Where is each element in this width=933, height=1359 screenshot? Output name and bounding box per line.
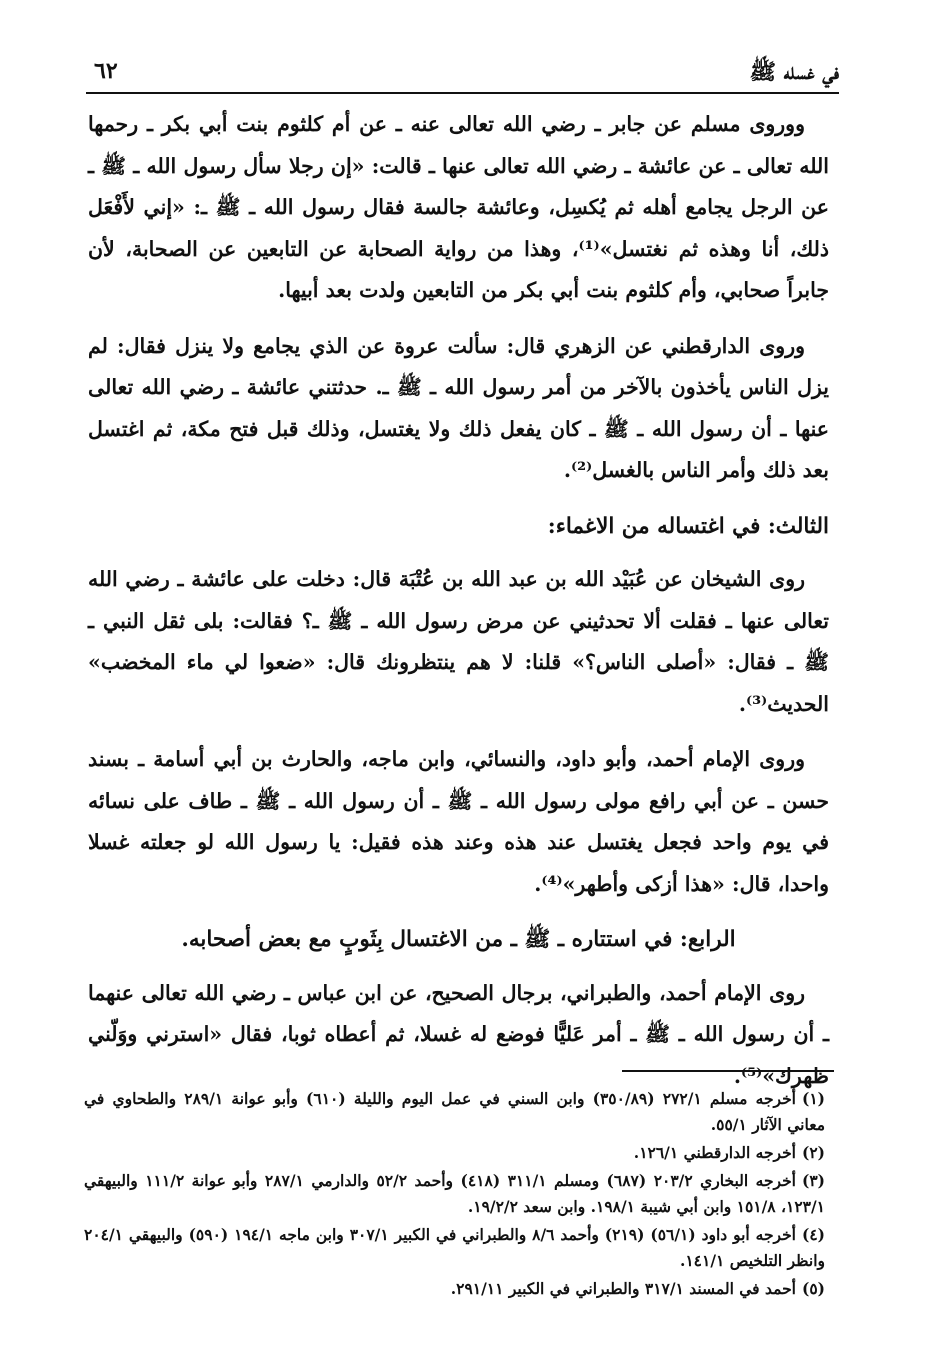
paragraph: ووروى مسلم عن جابر ـ رضي الله تعالى عنه ـ عن أم كلثوم بنت أبي بكر ـ رحمها الله تعالى ـ عن عائشة ـ رضي الله تعالى عنها ـ قالت: «إن رجلا سأل رسول الله ـ ﷺ ـ عن الرجل يجامع أهله ثم يُكسِل، وعائشة جالسة فقال رسول الله ـ ﷺ ـ: «إني لأَفْعَل ذلك، أنا وهذه ثم نغتسل»⁽¹⁾، وهذا من رواية الصحابة عن التابعين عن الصحابة، لأن جابراً صحابي، وأم كلثوم بنت أبي بكر من التابعين ولدت بعد أبيها. — [88, 112, 830, 302]
paragraph: روى الإمام أحمد، والطبراني، برجال الصحيح، عن ابن عباس ـ رضي الله تعالى عنهما ـ أن رسول الله ـ ﷺ ـ أمر عَليًّا فوضع له غسلا، ثم أعطاه ثوبا، فقال «استرني ووَلّني ظهرك»⁽⁵⁾. — [88, 980, 829, 1088]
section-heading-fourth: الرابع: في استتاره ـ ﷺ ـ من الاغتسال بِثَوبٍ مع بعض أصحابه. — [181, 927, 736, 952]
footnote-item — [84, 1276, 825, 1302]
paragraph: روى الشيخان عن عُبَيْد الله بن عبد الله بن عُتْبَة قال: دخلت على عائشة ـ رضي الله تعالى عنها ـ فقلت ألا تحدثيني عن مرض رسول الله ـ ﷺ ـ؟ فقالت: بلى ثقل النبي ـ ﷺ ـ فقال: «أصلى الناس؟» قلنا: لا هم ينتظرونك قال: «ضعوا لي ماء المخضب» الحديث⁽³⁾. — [88, 567, 829, 716]
footnote-item — [84, 1140, 825, 1166]
footnote-divider — [622, 1070, 834, 1072]
footnote-item — [84, 1086, 825, 1138]
running-header — [86, 52, 839, 94]
main-text — [88, 104, 829, 1111]
paragraph: وروى الإمام أحمد، وأبو داود، والنسائي، وابن ماجه، والحارث بن أبي أسامة ـ بسند حسن ـ عن أبي رافع مولى رسول الله ـ ﷺ ـ أن رسول الله ـ ﷺ ـ طاف على نسائه في يوم واحد فجعل يغتسل عند هذه وعند هذه فقيل: يا رسول الله لو جعلته غسلا واحدا، قال: «هذا أزكى وأطهر»⁽⁴⁾. — [88, 747, 829, 896]
footnote-number: (٣) — [801, 1171, 825, 1190]
footnote-item — [84, 1222, 825, 1274]
footnote-text: أخرجه مسلم ٢٧٢/١ (٣٥٠/٨٩) وابن السني في عمل اليوم والليلة (٦١٠) وأبو عوانة ٢٨٩/١ والطحاوي في معاني الآثار ٥٥/١. — [84, 1089, 825, 1134]
footnote-text: أخرجه البخاري ٢٠٣/٢ (٦٨٧) ومسلم ٣١١/١ (٤١٨) وأحمد ٥٢/٢ والدارمي ٢٨٧/١ وأبو عوانة ١١١/٢ والبيهقي ١٢٣/١، ١٥١/٨ وابن أبي شيبة ١٩٨/١. وابن سعد ١٩/٢/٢. — [84, 1171, 825, 1216]
paragraph: وروى الدارقطني عن الزهري قال: سألت عروة عن الذي يجامع ولا ينزل فقال: لم يزل الناس يأخذون بالآخر من أمر رسول الله ـ ﷺ ـ. حدثتني عائشة ـ رضي الله تعالى عنها ـ أن رسول الله ـ ﷺ ـ كان يفعل ذلك ولا يغتسل، وذلك قبل فتح مكة، ثم اغتسل بعد ذلك وأمر الناس بالغسل⁽²⁾. — [88, 333, 829, 482]
footnote-text: أخرجه الدارقطني ١٢٦/١. — [633, 1143, 796, 1162]
footnote-number: (٤) — [801, 1225, 825, 1244]
footnotes — [84, 1086, 825, 1304]
footnote-number: (٥) — [801, 1279, 825, 1298]
footnote-item — [84, 1168, 825, 1220]
footnote-number: (١) — [802, 1089, 826, 1108]
section-heading-third: الثالث: في اغتساله من الاغماء: — [547, 513, 829, 539]
page-number: ٦٢ — [94, 58, 118, 84]
footnote-number: (٢) — [801, 1143, 825, 1162]
footnote-text: أحمد في المسند ٣١٧/١ والطبراني في الكبير ٢٩١/١١. — [450, 1279, 796, 1298]
running-title: في غسله ﷺ — [749, 59, 839, 85]
footnote-text: أخرجه أبو داود (٥٦/١) (٢١٩) وأحمد ٨/٦ والطبراني في الكبير ٣٠٧/١ وابن ماجه ١٩٤/١ (٥٩٠) والبيهقي ٢٠٤/١ وانظر التلخيص ١٤١/١. — [84, 1225, 825, 1270]
